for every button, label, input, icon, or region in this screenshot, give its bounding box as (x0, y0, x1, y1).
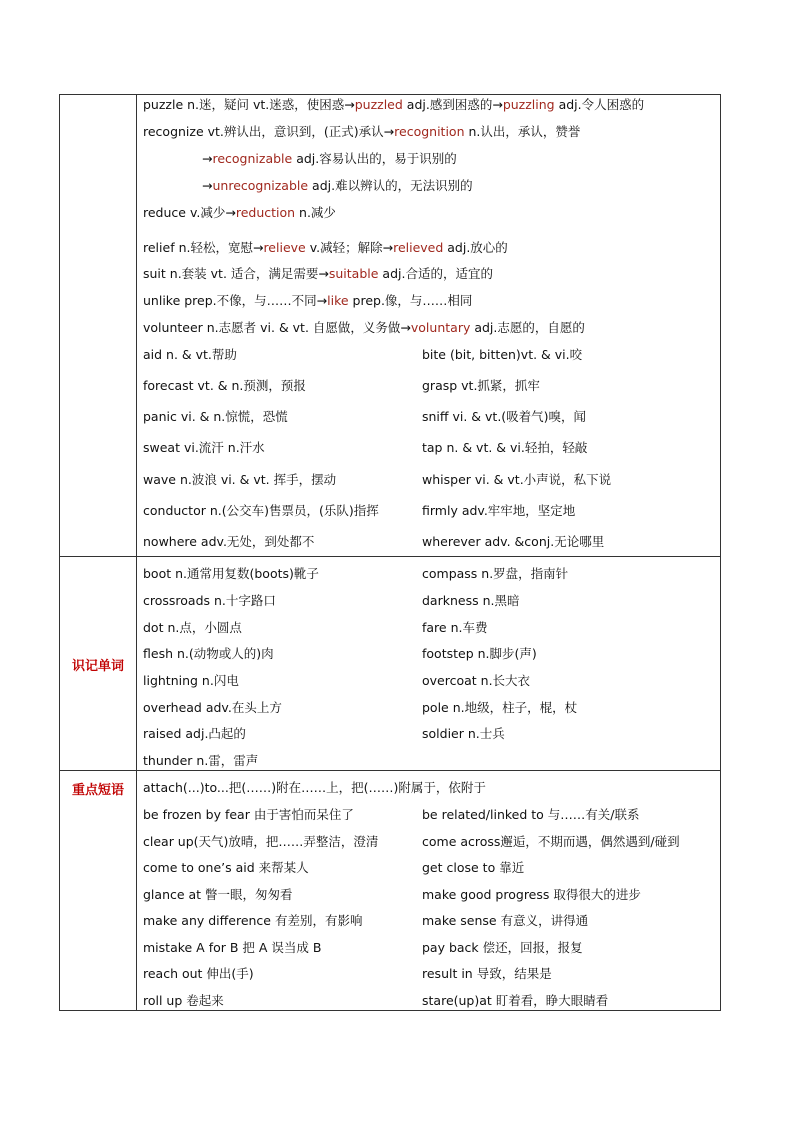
phrase-entry: attach(...)to...把(……)附在……上，把(……)附属于，依附于 (143, 780, 486, 795)
phrase-pair-left: make any difference 有差别，有影响 (143, 913, 363, 928)
word-entry: →recognizable adj.容易认出的，易于识别的 (202, 151, 457, 166)
word-pair-right: fare n.车费 (422, 620, 488, 635)
phrase-pair-right: make sense 有意义，讲得通 (422, 913, 589, 928)
word-pair-right: whisper vi. & vt.小声说，私下说 (422, 472, 612, 487)
word-pair-left: aid n. & vt.帮助 (143, 347, 237, 362)
word-pair-left: flesh n.(动物或人的)肉 (143, 646, 274, 661)
word-pair-left: crossroads n.十字路口 (143, 593, 276, 608)
word-pair-left: wave n.波浪 vi. & vt. 挥手，摆动 (143, 472, 337, 487)
column-divider (136, 95, 137, 1010)
word-pair-right: grasp vt.抓紧，抓牢 (422, 378, 540, 393)
word-pair-left: conductor n.(公交车)售票员，(乐队)指挥 (143, 503, 379, 518)
phrase-pair-left: come to one’s aid 来帮某人 (143, 860, 309, 875)
word-entry: recognize vt.辨认出，意识到，(正式)承认→recognition n.认出，承认，赞誉 (143, 124, 581, 139)
word-pair-right: wherever adv. &conj.无论哪里 (422, 534, 605, 549)
phrase-pair-left: glance at 瞥一眼，匆匆看 (143, 887, 293, 902)
phrase-pair-left: mistake A for B 把 A 误当成 B (143, 940, 322, 955)
word-entry: →unrecognizable adj.难以辨认的，无法识别的 (202, 178, 473, 193)
phrase-pair-right: make good progress 取得很大的进步 (422, 887, 641, 902)
word-entry: unlike prep.不像，与……不同→like prep.像，与……相同 (143, 293, 473, 308)
word-pair-left: boot n.通常用复数(boots)靴子 (143, 566, 319, 581)
word-pair-left: lightning n.闪电 (143, 673, 239, 688)
phrase-pair-right: pay back 偿还，回报，报复 (422, 940, 583, 955)
phrase-pair-right: come across邂逅，不期而遇，偶然遇到/碰到 (422, 834, 680, 849)
word-pair-left: dot n.点，小圆点 (143, 620, 242, 635)
word-pair-left: panic vi. & n.惊慌，恐慌 (143, 409, 288, 424)
phrase-pair-left: roll up 卷起来 (143, 993, 224, 1008)
word-pair-right: bite (bit, bitten)vt. & vi.咬 (422, 347, 583, 362)
word-pair-right: soldier n.士兵 (422, 726, 505, 741)
word-pair-left: sweat vi.流汗 n.汗水 (143, 440, 265, 455)
vocabulary-table (59, 94, 721, 1011)
word-pair-left: nowhere adv.无处，到处都不 (143, 534, 315, 549)
section-label-key-phrases: 重点短语 (71, 783, 124, 798)
phrase-pair-right: result in 导致，结果是 (422, 966, 552, 981)
phrase-pair-right: be related/linked to 与……有关/联系 (422, 807, 640, 822)
word-entry: volunteer n.志愿者 vi. & vt. 自愿做，义务做→voluntary adj.志愿的，自愿的 (143, 320, 585, 335)
phrase-pair-right: get close to 靠近 (422, 860, 525, 875)
word-pair-right: darkness n.黑暗 (422, 593, 520, 608)
section-label-memorize-words: 识记单词 (71, 659, 124, 674)
word-pair-left: raised adj.凸起的 (143, 726, 246, 741)
phrase-pair-right: stare(up)at 盯着看，睁大眼睛看 (422, 993, 609, 1008)
word-entry: relief n.轻松，宽慰→relieve v.减轻；解除→relieved adj.放心的 (143, 240, 508, 255)
phrase-pair-left: reach out 伸出(手) (143, 966, 254, 981)
row-divider (60, 556, 720, 557)
word-pair-right: pole n.地级，柱子，棍，杖 (422, 700, 578, 715)
word-pair-left: forecast vt. & n.预测，预报 (143, 378, 306, 393)
row-divider (60, 770, 720, 771)
word-entry: suit n.套装 vt. 适合，满足需要→suitable adj.合适的，适宜的 (143, 266, 493, 281)
word-entry: puzzle n.迷，疑问 vt.迷惑，使困惑→puzzled adj.感到困惑的→puzzling adj.令人困惑的 (143, 97, 645, 112)
word-pair-left: thunder n.雷，雷声 (143, 753, 259, 768)
word-pair-right: firmly adv.牢牢地，坚定地 (422, 503, 576, 518)
phrase-pair-left: be frozen by fear 由于害怕而呆住了 (143, 807, 354, 822)
word-pair-right: tap n. & vt. & vi.轻拍，轻敲 (422, 440, 588, 455)
word-pair-left: overhead adv.在头上方 (143, 700, 282, 715)
word-pair-right: footstep n.脚步(声) (422, 646, 537, 661)
word-pair-right: sniff vi. & vt.(吸着气)嗅，闻 (422, 409, 587, 424)
word-pair-right: overcoat n.长大衣 (422, 673, 531, 688)
word-entry: reduce v.减少→reduction n.减少 (143, 205, 336, 220)
phrase-pair-left: clear up(天气)放晴，把……弄整洁，澄清 (143, 834, 379, 849)
word-pair-right: compass n.罗盘，指南针 (422, 566, 569, 581)
